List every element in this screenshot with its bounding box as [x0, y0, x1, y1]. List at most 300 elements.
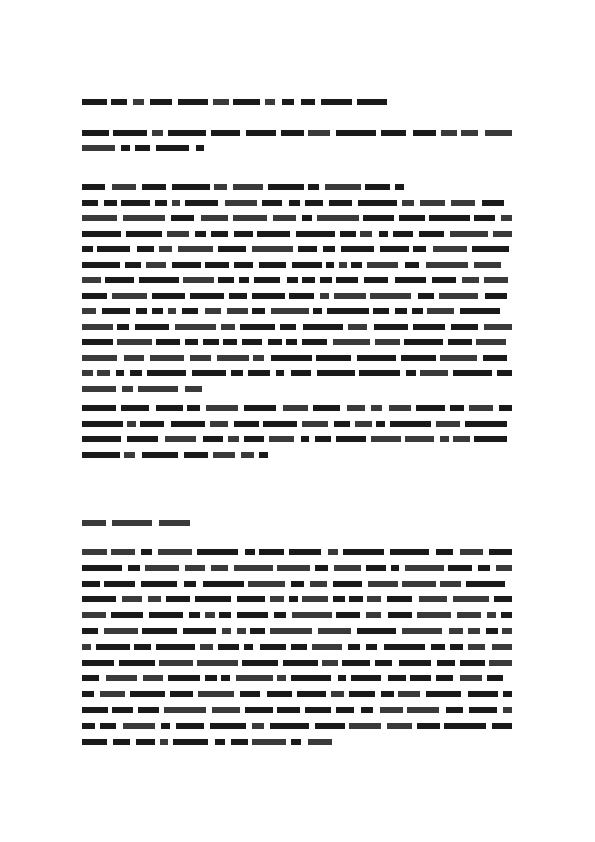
text-word — [460, 675, 482, 681]
text-word — [365, 184, 390, 190]
text-word — [82, 370, 93, 376]
text-word — [82, 215, 117, 221]
text-line — [82, 126, 512, 141]
text-word — [317, 370, 355, 376]
text-word — [176, 723, 204, 729]
text-word — [82, 549, 107, 555]
text-word — [234, 231, 253, 237]
text-word — [381, 130, 406, 136]
text-word — [213, 99, 229, 105]
text-word — [283, 660, 318, 666]
text-word — [210, 421, 228, 427]
text-word — [280, 324, 296, 330]
text-word — [82, 436, 121, 442]
text-word — [501, 215, 512, 221]
text-word — [483, 355, 507, 361]
text-word — [349, 596, 363, 602]
text-word — [427, 308, 454, 314]
text-word — [237, 596, 265, 602]
text-word — [166, 596, 190, 602]
text-word — [277, 565, 310, 571]
text-word — [336, 612, 360, 618]
text-line — [82, 417, 512, 433]
text-word — [221, 675, 230, 681]
text-line — [82, 141, 512, 156]
text-word — [291, 644, 307, 650]
text-word — [82, 452, 120, 458]
text-word — [116, 370, 124, 376]
text-word — [336, 277, 358, 283]
text-word — [205, 262, 229, 268]
text-word — [128, 565, 140, 571]
text-line — [82, 640, 512, 656]
text-word — [301, 99, 315, 105]
text-word — [213, 452, 235, 458]
text-word — [503, 691, 512, 697]
text-word — [170, 691, 193, 697]
text-word — [388, 612, 412, 618]
text-word — [82, 520, 106, 526]
text-word — [339, 262, 347, 268]
text-word — [393, 231, 413, 237]
text-word — [419, 596, 447, 602]
text-word — [164, 707, 206, 713]
text-word — [417, 612, 451, 618]
text-word — [348, 324, 367, 330]
text-word — [292, 262, 322, 268]
text-word — [302, 339, 327, 345]
text-line — [82, 624, 512, 640]
text-word — [233, 215, 267, 221]
text-word — [289, 200, 300, 206]
text-word — [234, 421, 259, 427]
text-word — [315, 436, 331, 442]
text-word — [276, 370, 284, 376]
text-word — [413, 246, 426, 252]
text-word — [82, 675, 99, 681]
text-line — [82, 516, 512, 531]
text-word — [486, 628, 498, 634]
text-word — [450, 405, 464, 411]
text-word — [277, 707, 300, 713]
text-word — [127, 421, 136, 427]
text-word — [318, 628, 351, 634]
text-word — [302, 421, 328, 427]
text-word — [496, 565, 512, 571]
text-word — [82, 421, 123, 427]
text-line — [82, 719, 512, 735]
text-word — [192, 370, 226, 376]
document-heading — [0, 0, 1, 1]
text-word — [301, 436, 309, 442]
text-word — [205, 612, 215, 618]
text-line — [82, 304, 512, 320]
text-word — [138, 386, 178, 392]
text-word — [325, 184, 361, 190]
text-word — [178, 246, 213, 252]
text-word — [270, 596, 284, 602]
text-word — [197, 549, 238, 555]
text-word — [357, 355, 396, 361]
text-word — [334, 293, 366, 299]
text-word — [268, 184, 304, 190]
text-word — [482, 200, 504, 206]
text-word — [453, 436, 470, 442]
text-word — [82, 293, 107, 299]
text-word — [287, 277, 298, 283]
text-word — [244, 436, 264, 442]
text-word — [168, 308, 176, 314]
text-word — [469, 707, 497, 713]
text-word — [315, 723, 345, 729]
text-word — [461, 130, 478, 136]
text-word — [142, 628, 177, 634]
text-word — [323, 246, 335, 252]
text-word — [130, 691, 165, 697]
text-word — [316, 355, 351, 361]
text-word — [135, 145, 150, 151]
text-word — [257, 231, 290, 237]
text-word — [433, 246, 467, 252]
text-word — [390, 549, 429, 555]
text-word — [229, 293, 247, 299]
text-word — [364, 277, 388, 283]
text-word — [112, 293, 147, 299]
text-word — [156, 339, 180, 345]
intro-paragraph — [82, 126, 512, 156]
text-word — [413, 324, 445, 330]
text-word — [334, 421, 350, 427]
text-word — [349, 723, 381, 729]
text-word — [331, 691, 344, 697]
text-word — [460, 660, 485, 666]
text-line — [82, 687, 512, 703]
text-word — [302, 596, 328, 602]
text-word — [360, 231, 372, 237]
body-paragraph-2 — [82, 401, 512, 463]
text-word — [211, 231, 228, 237]
text-line — [82, 351, 512, 367]
text-word — [82, 565, 122, 571]
text-line — [82, 735, 512, 751]
text-word — [376, 421, 385, 427]
text-word — [322, 660, 338, 666]
text-word — [221, 324, 235, 330]
text-word — [82, 339, 113, 345]
text-word — [399, 215, 425, 221]
text-word — [286, 339, 297, 345]
text-word — [387, 723, 412, 729]
text-word — [402, 628, 442, 634]
text-word — [357, 99, 387, 105]
text-word — [196, 145, 204, 151]
text-word — [241, 452, 254, 458]
text-word — [142, 452, 178, 458]
text-line — [82, 258, 512, 274]
text-word — [104, 581, 135, 587]
text-word — [145, 565, 179, 571]
text-word — [303, 324, 343, 330]
text-line — [82, 432, 512, 448]
text-word — [343, 549, 384, 555]
text-line — [82, 180, 512, 196]
text-word — [82, 739, 107, 745]
text-word — [134, 644, 151, 650]
text-word — [270, 628, 312, 634]
text-word — [419, 231, 444, 237]
body-paragraph-3 — [82, 545, 512, 750]
text-word — [96, 644, 130, 650]
text-line — [82, 382, 512, 398]
text-word — [298, 246, 317, 252]
text-word — [152, 130, 163, 136]
text-word — [195, 231, 206, 237]
text-word — [82, 308, 96, 314]
text-word — [439, 293, 478, 299]
text-word — [130, 370, 142, 376]
text-word — [289, 549, 321, 555]
text-word — [291, 581, 304, 587]
text-word — [152, 293, 185, 299]
text-word — [312, 644, 342, 650]
text-word — [342, 660, 370, 666]
text-word — [484, 324, 512, 330]
text-word — [168, 675, 200, 681]
text-word — [138, 707, 159, 713]
text-line — [82, 671, 512, 687]
text-word — [466, 581, 505, 587]
text-word — [402, 200, 414, 206]
text-word — [366, 565, 386, 571]
text-word — [460, 308, 500, 314]
text-word — [205, 308, 221, 314]
section-heading — [0, 0, 1, 1]
text-word — [244, 644, 253, 650]
text-word — [373, 308, 389, 314]
text-word — [111, 549, 135, 555]
text-word — [371, 405, 382, 411]
text-word — [259, 549, 284, 555]
text-line — [82, 366, 512, 382]
text-word — [184, 452, 208, 458]
text-word — [297, 691, 326, 697]
text-word — [252, 246, 293, 252]
text-word — [158, 549, 192, 555]
text-word — [150, 355, 184, 361]
text-line — [82, 242, 512, 258]
text-word — [315, 565, 328, 571]
text-word — [418, 293, 434, 299]
text-word — [363, 215, 394, 221]
text-word — [172, 184, 210, 190]
text-word — [310, 581, 327, 587]
text-word — [268, 339, 282, 345]
text-word — [308, 184, 319, 190]
text-word — [245, 707, 273, 713]
text-word — [289, 596, 298, 602]
text-word — [82, 355, 117, 361]
text-word — [494, 596, 512, 602]
text-word — [305, 707, 331, 713]
text-word — [82, 612, 106, 618]
text-word — [190, 293, 224, 299]
text-word — [119, 660, 155, 666]
text-word — [380, 707, 403, 713]
text-word — [263, 421, 297, 427]
text-word — [185, 565, 205, 571]
text-word — [234, 262, 253, 268]
text-word — [357, 628, 396, 634]
text-word — [271, 308, 309, 314]
text-word — [453, 596, 489, 602]
text-word — [82, 707, 108, 713]
text-word — [375, 660, 392, 666]
text-word — [395, 308, 407, 314]
text-word — [244, 405, 276, 411]
text-word — [379, 231, 388, 237]
text-word — [218, 644, 239, 650]
text-word — [426, 691, 461, 697]
text-word — [468, 628, 480, 634]
text-word — [97, 246, 130, 252]
text-word — [384, 644, 425, 650]
text-word — [450, 644, 463, 650]
text-word — [175, 324, 216, 330]
text-word — [82, 184, 105, 190]
text-word — [117, 339, 152, 345]
text-word — [82, 277, 101, 283]
text-word — [273, 215, 296, 221]
text-word — [320, 277, 332, 283]
text-word — [367, 262, 398, 268]
text-word — [492, 723, 512, 729]
text-word — [501, 612, 512, 618]
text-word — [82, 628, 98, 634]
text-word — [296, 231, 335, 237]
text-word — [172, 262, 201, 268]
text-word — [212, 707, 240, 713]
text-line — [82, 273, 512, 289]
text-word — [142, 184, 166, 190]
text-word — [149, 612, 183, 618]
text-word — [156, 644, 195, 650]
text-word — [82, 246, 93, 252]
text-word — [440, 436, 449, 442]
text-word — [82, 262, 120, 268]
text-word — [136, 308, 147, 314]
text-word — [236, 675, 273, 681]
text-word — [405, 262, 419, 268]
text-word — [406, 370, 416, 376]
text-word — [183, 277, 214, 283]
text-word — [218, 277, 234, 283]
text-word — [146, 262, 166, 268]
text-word — [97, 370, 110, 376]
text-word — [200, 644, 213, 650]
text-word — [404, 339, 443, 345]
text-word — [405, 565, 444, 571]
text-word — [358, 200, 397, 206]
text-word — [82, 324, 113, 330]
text-word — [457, 612, 481, 618]
text-word — [113, 739, 130, 745]
text-word — [172, 200, 180, 206]
text-word — [121, 145, 130, 151]
text-word — [333, 581, 362, 587]
text-word — [124, 452, 135, 458]
text-word — [203, 581, 244, 587]
text-word — [150, 99, 172, 105]
text-word — [252, 308, 265, 314]
text-word — [336, 436, 366, 442]
text-word — [82, 386, 116, 392]
text-word — [420, 200, 445, 206]
text-word — [420, 370, 448, 376]
heading-line — [82, 95, 512, 110]
text-word — [474, 436, 507, 442]
text-word — [112, 520, 152, 526]
text-word — [104, 200, 117, 206]
text-word — [426, 262, 468, 268]
text-line — [82, 577, 512, 593]
text-word — [82, 596, 116, 602]
text-word — [190, 355, 211, 361]
text-word — [239, 277, 249, 283]
text-line — [82, 335, 512, 351]
text-word — [283, 405, 308, 411]
text-word — [82, 660, 114, 666]
text-word — [398, 691, 420, 697]
text-word — [123, 215, 165, 221]
text-word — [478, 565, 490, 571]
text-word — [222, 628, 231, 634]
text-word — [348, 644, 360, 650]
text-word — [82, 200, 98, 206]
text-word — [368, 581, 398, 587]
text-word — [405, 436, 434, 442]
text-word — [121, 200, 150, 206]
text-word — [260, 644, 286, 650]
text-word — [82, 644, 91, 650]
text-word — [267, 691, 292, 697]
text-word — [245, 549, 255, 555]
text-word — [159, 660, 193, 666]
text-word — [178, 99, 208, 105]
text-word — [451, 200, 475, 206]
text-word — [289, 293, 314, 299]
text-word — [233, 99, 260, 105]
text-word — [203, 339, 219, 345]
text-word — [121, 405, 149, 411]
text-word — [440, 581, 461, 587]
text-word — [336, 130, 376, 136]
text-word — [437, 660, 455, 666]
text-word — [448, 339, 472, 345]
text-word — [218, 246, 246, 252]
text-word — [127, 436, 158, 442]
text-word — [291, 675, 331, 681]
text-word — [82, 691, 94, 697]
text-word — [161, 723, 170, 729]
body-paragraph-1 — [82, 180, 512, 397]
text-word — [291, 370, 311, 376]
text-word — [468, 644, 485, 650]
text-word — [148, 596, 161, 602]
text-word — [334, 565, 361, 571]
text-word — [223, 339, 237, 345]
text-word — [135, 324, 169, 330]
text-line — [82, 289, 512, 305]
